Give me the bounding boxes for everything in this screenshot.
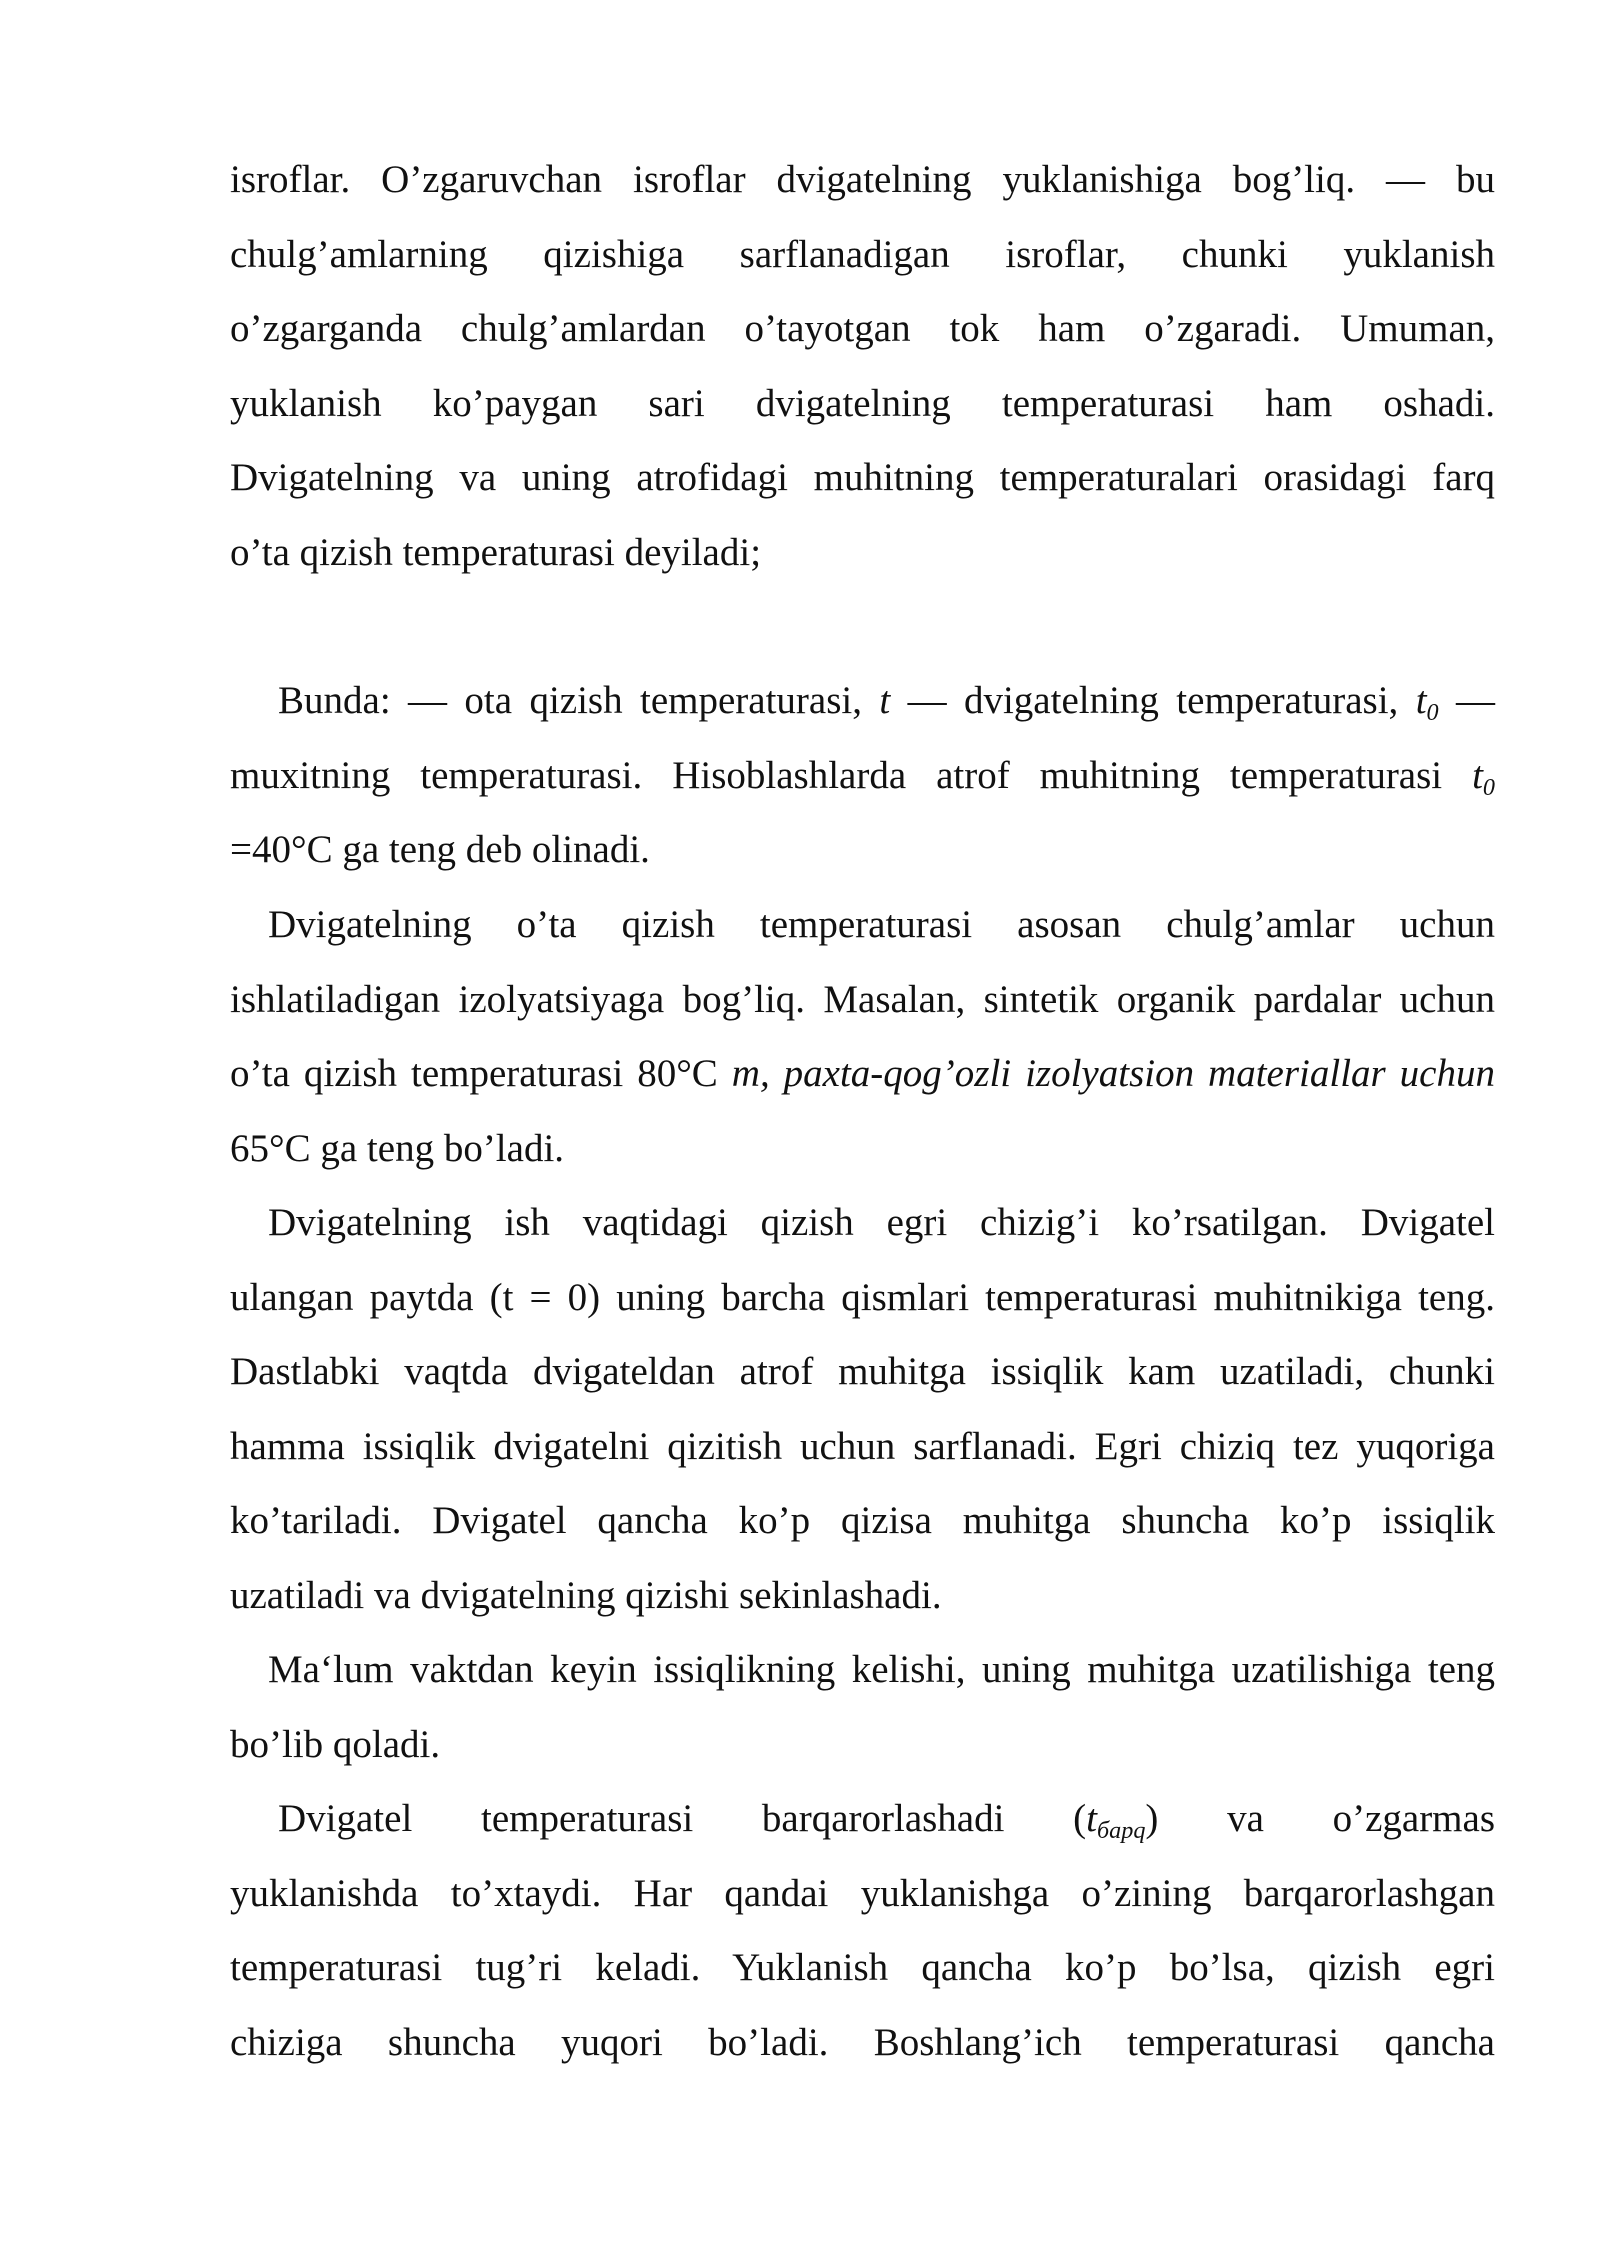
symbol-t: t <box>1086 1797 1097 1840</box>
paragraph-3 <box>230 888 1495 1186</box>
paragraph-4 <box>230 1186 1495 1633</box>
subscript: 0 <box>1482 773 1495 801</box>
text-line: Dvigatelning ish vaqtidagi qizish egri chizig’i ko’rsatilgan. Dvigatel <box>268 1201 1495 1244</box>
text-line: Dvigatelning o’ta qizish temperaturasi asosan chulg’amlar uchun <box>268 903 1495 946</box>
symbol-t: t <box>879 679 891 722</box>
text-line <box>230 1037 1495 1112</box>
text-line: =40°C ga teng deb olinadi. <box>230 828 650 871</box>
text-run: Dvigatel temperaturasi barqarorlashadi ( <box>278 1797 1087 1840</box>
text-line <box>230 664 1495 739</box>
text-run: — dvigatelning temperaturasi, <box>890 679 1416 722</box>
text-line <box>230 739 1495 814</box>
text-line: ishlatiladigan izolyatsiyaga bog’liq. Masalan, sintetik organik pardalar uchun <box>230 977 1495 1021</box>
text-run: ) va o’zgarmas <box>1145 1797 1496 1840</box>
text-line: temperaturasi tug’ri keladi. Yuklanish qancha ko’p bo’lsa, qizish egri <box>230 1946 1495 1989</box>
text-line: Dvigatelning va uning atrofidagi muhitning temperaturalari orasidagi farq <box>230 456 1495 499</box>
text-line: 65°C ga teng bo’ladi. <box>230 1126 565 1170</box>
text-line: yuklanish ko’paygan sari dvigatelning temperaturasi ham oshadi. <box>230 381 1495 425</box>
text-line: Ma‘lum vaktdan keyin issiqlikning kelishi, uning muhitga uzatilishiga teng <box>268 1648 1495 1691</box>
text-line: uzatiladi va dvigatelning qizishi sekinlashadi. <box>230 1573 942 1617</box>
symbol-t0: t <box>1472 753 1483 797</box>
subscript: барq <box>1096 1816 1146 1844</box>
text-line: Dastlabki vaqtda dvigateldan atrof muhitga issiqlik kam uzatiladi, chunki <box>230 1350 1495 1393</box>
italic-run: m, paxta-qog’ozli izolyatsion materiallar uchun <box>731 1052 1495 1095</box>
paragraph-5 <box>230 1633 1495 1782</box>
paragraph-2 <box>230 664 1495 888</box>
text-run: — <box>1438 679 1496 722</box>
text-line: ko’tariladi. Dvigatel qancha ko’p qizisa muhitga shuncha ko’p issiqlik <box>230 1499 1495 1542</box>
text-line: hamma issiqlik dvigatelni qizitish uchun sarflanadi. Egri chiziq tez yuqoriga <box>230 1424 1495 1468</box>
text-line: o’ta qizish temperaturasi deyiladi; <box>230 530 762 574</box>
subscript: 0 <box>1426 698 1439 726</box>
text-line: o’zgarganda chulg’amlardan o’tayotgan tok ham o’zgaradi. Umuman, <box>230 307 1495 350</box>
text-line: isroflar. O’zgaruvchan isroflar dvigatelning yuklanishiga bog’liq. — bu <box>230 158 1495 201</box>
text-line: ulangan paytda (t = 0) uning barcha qismlari temperaturasi muhitnikiga teng. <box>230 1275 1495 1319</box>
text-line: bo’lib qoladi. <box>230 1722 441 1766</box>
text-line <box>230 1782 1495 1857</box>
paragraph-6 <box>230 1782 1495 2080</box>
text-run: muxitning temperaturasi. Hisoblashlarda atrof muhitning temperaturasi <box>230 753 1473 797</box>
text-run: Bunda: — ota qizish temperaturasi, <box>278 679 880 722</box>
symbol-t0: t <box>1415 679 1427 722</box>
text-line: chiziga shuncha yuqori bo’ladi. Boshlang’ich temperaturasi qancha <box>230 2020 1495 2064</box>
text-line: chulg’amlarning qizishiga sarflanadigan isroflar, chunki yuklanish <box>230 232 1495 276</box>
paragraph-1 <box>230 143 1495 590</box>
text-run: o’ta qizish temperaturasi 80°C <box>230 1052 732 1095</box>
text-line: yuklanishda to’xtaydi. Har qandai yuklanishga o’zining barqarorlashgan <box>230 1871 1495 1915</box>
